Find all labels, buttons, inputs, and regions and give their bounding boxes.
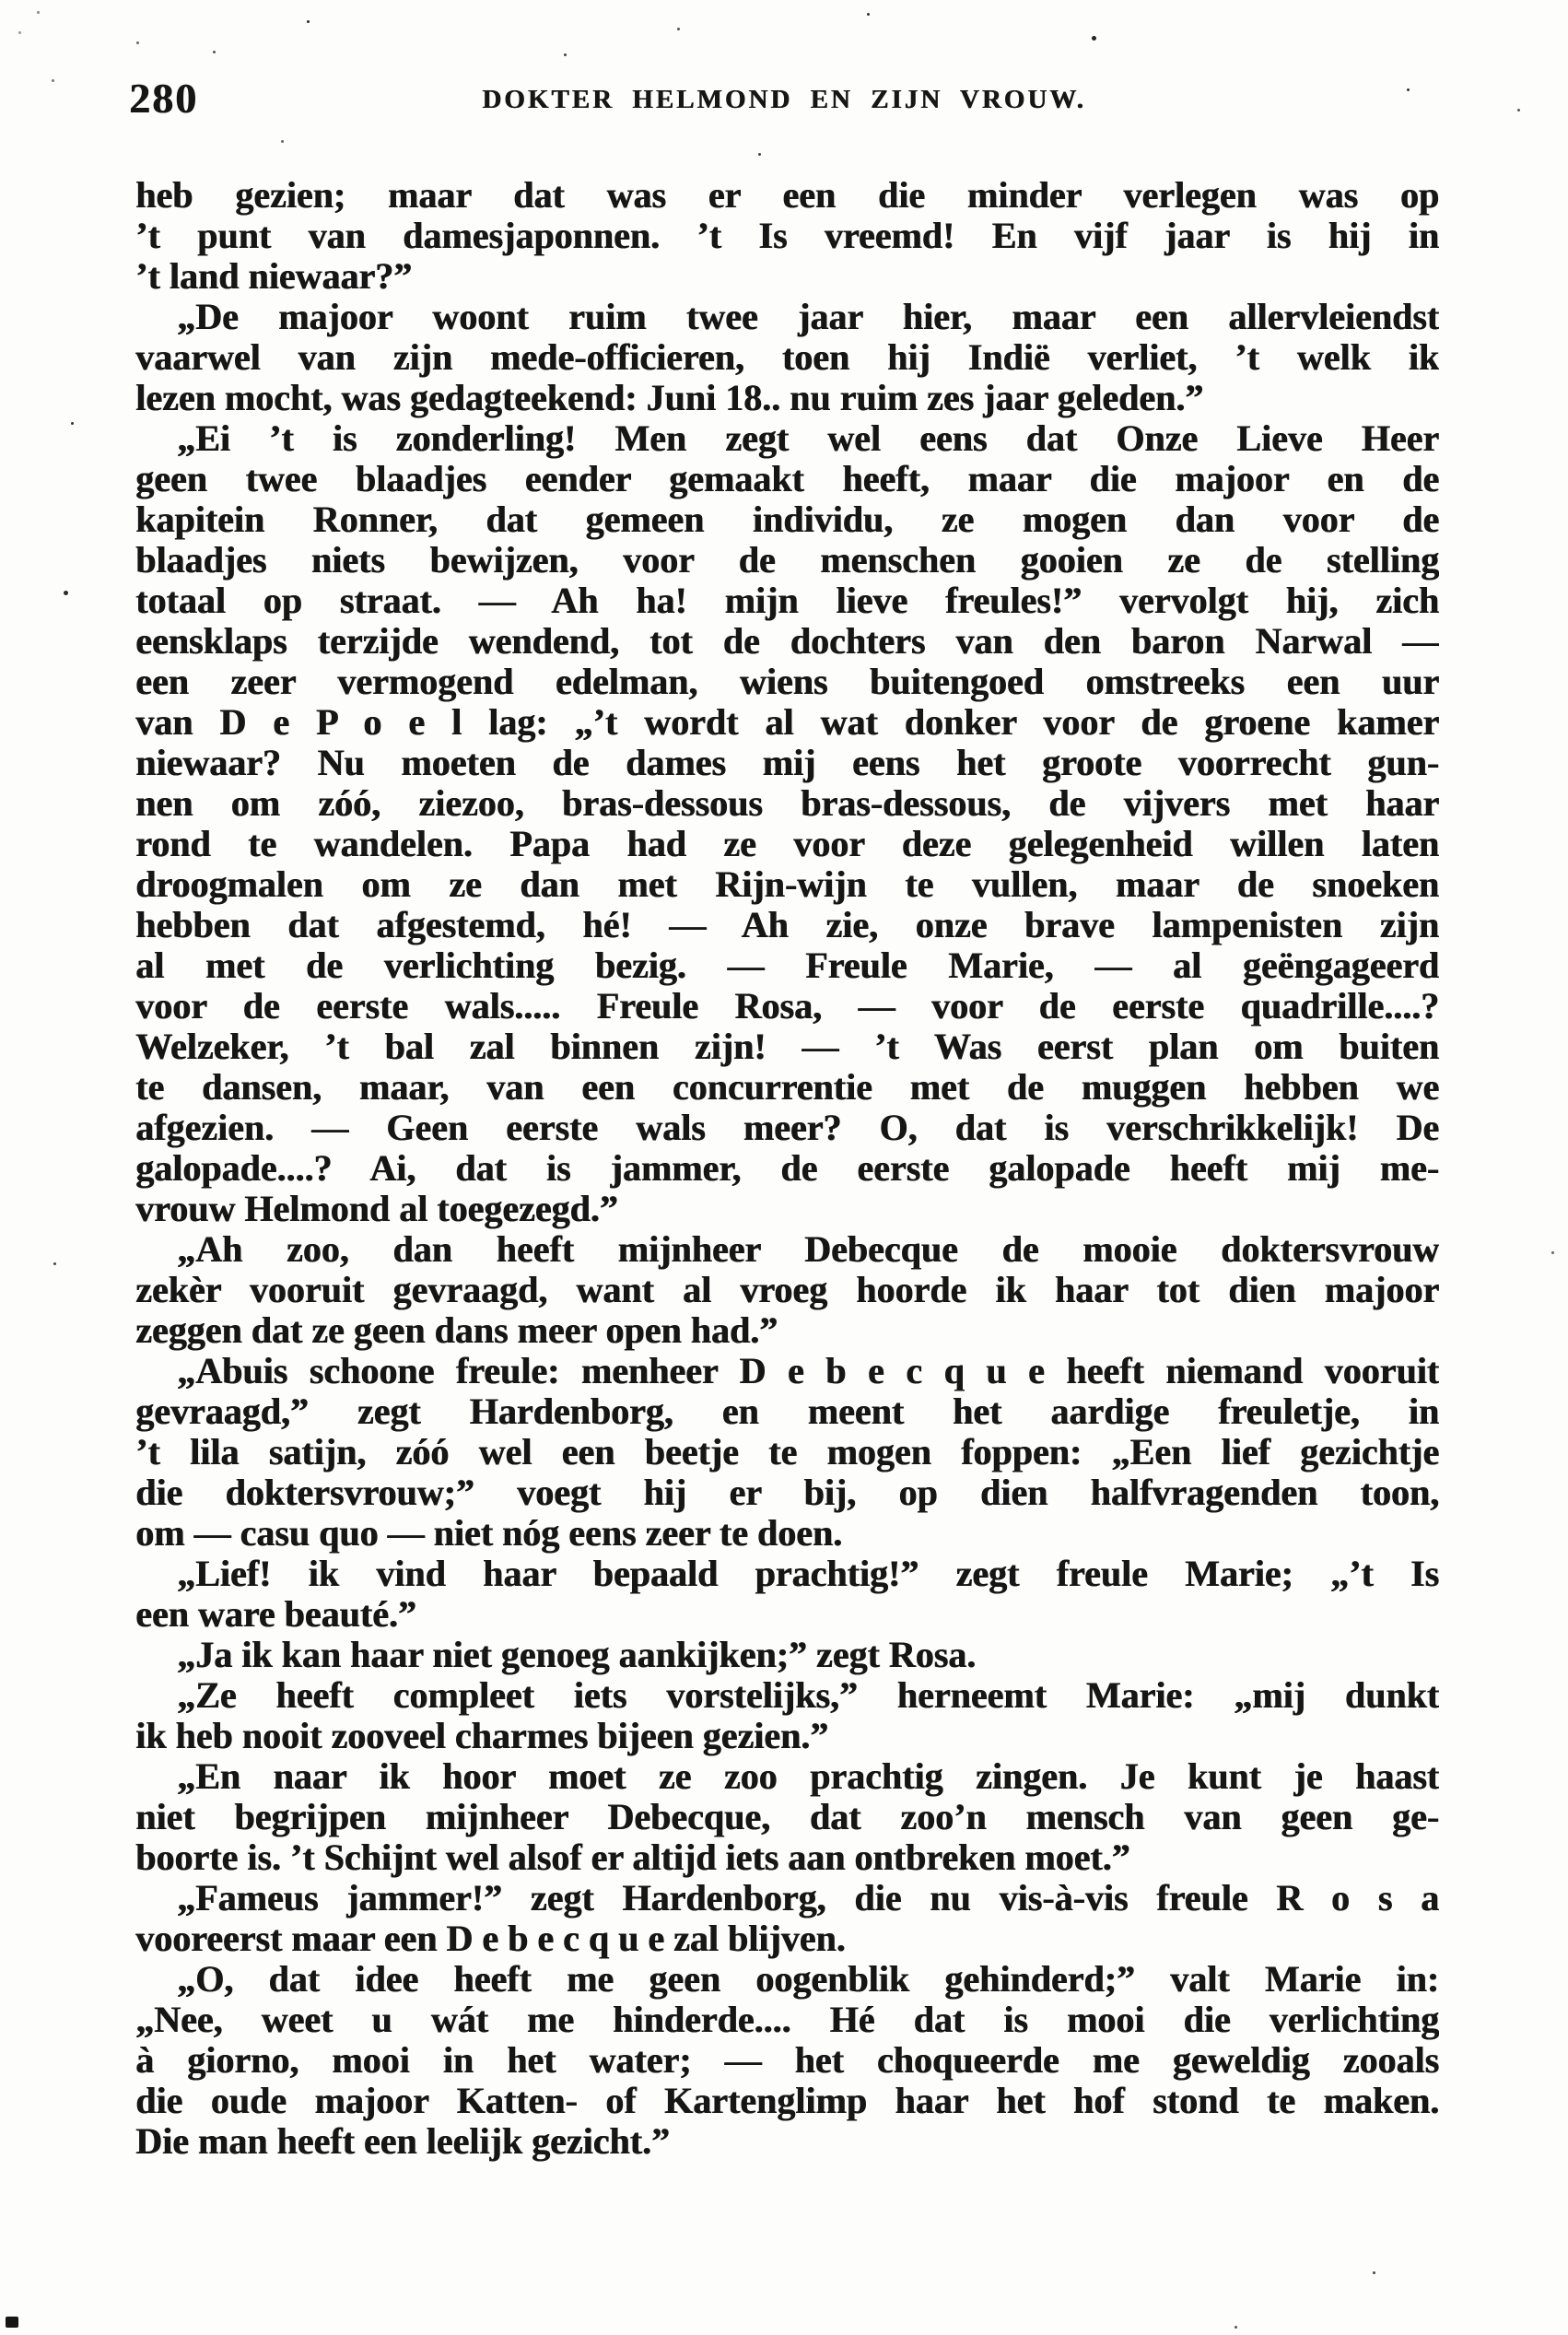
text-line: heb gezien; maar dat was er een die minder verlegen was op <box>135 175 1439 216</box>
text-line: die oude majoor Katten- of Kartenglimp haar het hof stond te maken. <box>135 2081 1439 2121</box>
text-line: Die man heeft een leelijk gezicht.” <box>135 2121 670 2162</box>
text-line: ’t lila satijn, zóó wel een beetje te mogen foppen: „Een lief gezichtje <box>135 1432 1439 1473</box>
text-line: zekèr vooruit gevraagd, want al vroeg hoorde ik haar tot dien majoor <box>135 1270 1439 1310</box>
text-line: „Abuis schoone freule: menheer D e b e c q u e heeft niemand vooruit <box>177 1351 1439 1391</box>
text-line: van D e P o e l lag: „’t wordt al wat donker voor de groene kamer <box>135 702 1439 743</box>
text-line: al met de verlichting bezig. — Freule Marie, — al geëngageerd <box>135 945 1439 986</box>
scan-corner-mark <box>6 2317 18 2328</box>
text-line: gevraagd,” zegt Hardenborg, en meent het aardige freuletje, in <box>135 1391 1439 1432</box>
text-line: „Nee, weet u wát me hinderde.... Hé dat is mooi die verlichting <box>135 2000 1439 2040</box>
text-line: zeggen dat ze geen dans meer open had.” <box>135 1310 778 1351</box>
text-line: geen twee blaadjes eender gemaakt heeft, maar die majoor en de <box>135 459 1439 499</box>
text-line: à giorno, mooi in het water; — het choqueerde me geweldig zooals <box>135 2040 1439 2081</box>
text-line: die doktersvrouw;” voegt hij er bij, op dien halfvragenden toon, <box>135 1473 1439 1513</box>
scan-noise <box>0 0 3 3</box>
text-line: boorte is. ’t Schijnt wel alsof er altijd iets aan ontbreken moet.” <box>135 1837 1130 1878</box>
text-block <box>135 175 1439 2162</box>
text-line: niewaar? Nu moeten de dames mij eens het groote voorrecht gun- <box>135 743 1439 783</box>
text-line: vrouw Helmond al toegezegd.” <box>135 1189 618 1229</box>
text-line: droogmalen om ze dan met Rijn-wijn te vullen, maar de snoeken <box>135 864 1439 905</box>
text-line: lezen mocht, was gedagteekend: Juni 18.. nu ruim zes jaar geleden.” <box>135 378 1204 418</box>
text-line: „Ze heeft compleet iets vorstelijks,” herneemt Marie: „mij dunkt <box>177 1675 1439 1716</box>
text-line: rond te wandelen. Papa had ze voor deze gelegenheid willen laten <box>135 824 1439 864</box>
text-line: blaadjes niets bewijzen, voor de menschen gooien ze de stelling <box>135 540 1439 581</box>
text-line: vaarwel van zijn mede-officieren, toen hij Indië verliet, ’t welk ik <box>135 337 1439 378</box>
text-line: „En naar ik hoor moet ze zoo prachtig zingen. Je kunt je haast <box>177 1756 1439 1797</box>
text-line: „O, dat idee heeft me geen oogenblik gehinderd;” valt Marie in: <box>177 1959 1439 2000</box>
text-line: „Lief! ik vind haar bepaald prachtig!” zegt freule Marie; „’t Is <box>177 1554 1439 1594</box>
text-line: ik heb nooit zooveel charmes bijeen gezien.” <box>135 1716 829 1756</box>
text-line: kapitein Ronner, dat gemeen individu, ze mogen dan voor de <box>135 499 1439 540</box>
page-number: 280 <box>129 75 198 122</box>
text-line: hebben dat afgestemd, hé! — Ah zie, onze brave lampenisten zijn <box>135 905 1439 945</box>
text-line: ’t punt van damesjaponnen. ’t Is vreemd! En vijf jaar is hij in <box>135 216 1439 256</box>
text-line: een ware beauté.” <box>135 1594 416 1635</box>
text-line: „Ah zoo, dan heeft mijnheer Debecque de mooie doktersvrouw <box>177 1229 1439 1270</box>
text-line: „De majoor woont ruim twee jaar hier, maar een allervleiendst <box>177 297 1439 337</box>
running-title: DOKTER HELMOND EN ZIJN VROUW. <box>482 85 1086 114</box>
text-line: „Ja ik kan haar niet genoeg aankijken;” zegt Rosa. <box>177 1635 977 1675</box>
text-line: eensklaps terzijde wendend, tot de dochters van den baron Narwal — <box>135 621 1439 662</box>
text-line: nen om zóó, ziezoo, bras-dessous bras-dessous, de vijvers met haar <box>135 783 1439 824</box>
text-line: ’t land niewaar?” <box>135 256 412 297</box>
text-line: „Fameus jammer!” zegt Hardenborg, die nu vis-à-vis freule R o s a <box>177 1878 1439 1918</box>
text-line: te dansen, maar, van een concurrentie met de muggen hebben we <box>135 1067 1439 1108</box>
text-line: om — casu quo — niet nóg eens zeer te doen. <box>135 1513 842 1554</box>
text-line: vooreerst maar een D e b e c q u e zal blijven. <box>135 1918 846 1959</box>
text-line: voor de eerste wals..... Freule Rosa, — voor de eerste quadrille....? <box>135 986 1439 1027</box>
text-line: „Ei ’t is zonderling! Men zegt wel eens dat Onze Lieve Heer <box>177 418 1439 459</box>
text-line: galopade....? Ai, dat is jammer, de eerste galopade heeft mij me- <box>135 1148 1439 1189</box>
text-line: een zeer vermogend edelman, wiens buitengoed omstreeks een uur <box>135 662 1439 702</box>
text-line: niet begrijpen mijnheer Debecque, dat zoo’n mensch van geen ge- <box>135 1797 1439 1837</box>
text-line: Welzeker, ’t bal zal binnen zijn! — ’t Was eerst plan om buiten <box>135 1027 1439 1067</box>
text-line: totaal op straat. — Ah ha! mijn lieve freules!” vervolgt hij, zich <box>135 581 1439 621</box>
text-line: afgezien. — Geen eerste wals meer? O, dat is verschrikkelijk! De <box>135 1108 1439 1148</box>
